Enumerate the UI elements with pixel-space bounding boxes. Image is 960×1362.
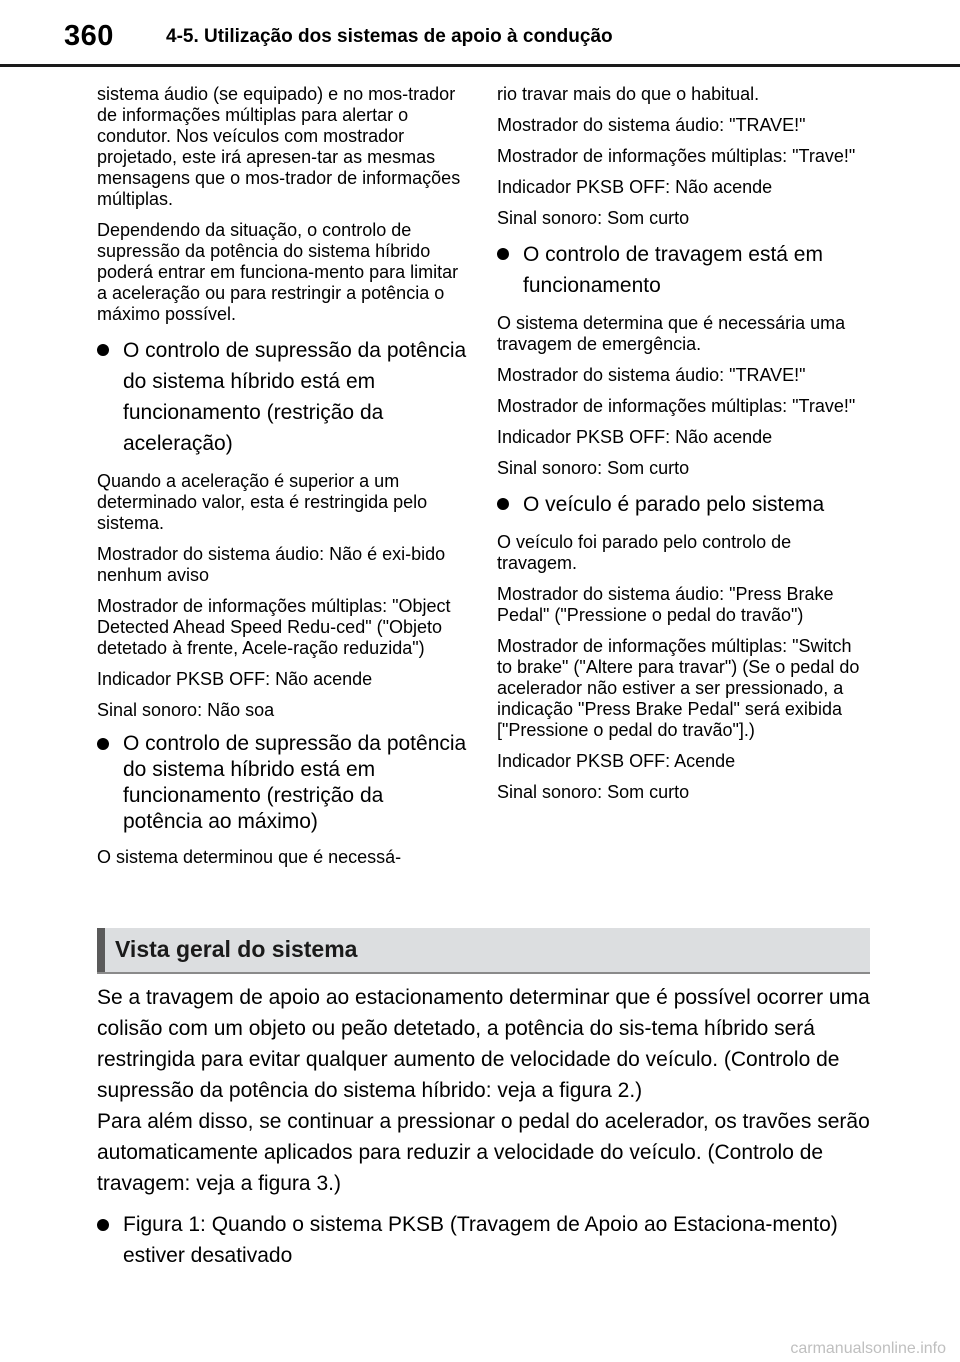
- paragraph: Indicador PKSB OFF: Não acende: [497, 177, 773, 197]
- bullet-text: Figura 1: Quando o sistema PKSB (Travagem de Apoio ao Estaciona-mento) estiver desativado: [123, 1213, 838, 1267]
- paragraph: Indicador PKSB OFF: Não acende: [97, 669, 373, 689]
- header-divider: [0, 64, 960, 67]
- watermark: carmanualsonline.info: [790, 1340, 946, 1357]
- paragraph: Quando a aceleração é superior a um determinado valor, esta é restringida pelo sistema.: [97, 471, 428, 533]
- paragraph: Indicador PKSB OFF: Acende: [497, 751, 736, 771]
- paragraph: O sistema determina que é necessária uma travagem de emergência.: [497, 313, 846, 354]
- paragraph: Mostrador do sistema áudio: "TRAVE!": [497, 365, 806, 385]
- paragraph: Mostrador do sistema áudio: "Press Brake Pedal" ("Pressione o pedal do travão"): [497, 584, 834, 625]
- bullet-heading: [497, 489, 867, 520]
- paragraph: Para além disso, se continuar a pressionar o pedal do acelerador, os travões serão automaticamente aplicados para reduzir a velocidade do veículo. (Controlo de travagem: veja a figura 3.): [97, 1110, 870, 1195]
- page-number: 360: [64, 20, 114, 52]
- bullet-dot-icon: [97, 738, 109, 750]
- bullet-dot-icon: [97, 344, 109, 356]
- paragraph: Sinal sonoro: Som curto: [497, 208, 690, 228]
- paragraph: Mostrador do sistema áudio: "TRAVE!": [497, 115, 806, 135]
- paragraph: Mostrador de informações múltiplas: "Object Detected Ahead Speed Redu-ced" ("Objeto detetado à frente, Acele-ração reduzida"): [97, 596, 451, 658]
- section-body: [97, 982, 870, 1283]
- bullet-heading: [97, 731, 467, 835]
- paragraph: Sinal sonoro: Som curto: [497, 458, 690, 478]
- bullet-heading: [97, 1209, 870, 1271]
- paragraph: Indicador PKSB OFF: Não acende: [497, 427, 773, 447]
- paragraph: Mostrador de informações múltiplas: "Trave!": [497, 396, 856, 416]
- bullet-text: O controlo de supressão da potência do sistema híbrido está em funcionamento (restrição da aceleração): [123, 339, 467, 455]
- bullet-dot-icon: [97, 1219, 109, 1231]
- paragraph: Mostrador de informações múltiplas: "Trave!": [497, 146, 856, 166]
- paragraph: Dependendo da situação, o controlo de supressão da potência do sistema híbrido poderá entrar em funciona-mento para limitar a aceleração ou para restringir a potência o máximo possível.: [97, 220, 459, 324]
- bullet-heading: [97, 335, 467, 459]
- bullet-text: O controlo de travagem está em funcionamento: [523, 243, 823, 297]
- bullet-dot-icon: [497, 248, 509, 260]
- left-column: [97, 84, 467, 878]
- section-title: Vista geral do sistema: [115, 936, 358, 962]
- chapter-title: 4-5. Utilização dos sistemas de apoio à condução: [166, 26, 613, 47]
- section-heading-bar: [97, 928, 870, 974]
- right-column: [497, 84, 867, 813]
- bullet-dot-icon: [497, 498, 509, 510]
- paragraph: rio travar mais do que o habitual.: [497, 84, 760, 104]
- bullet-text: O controlo de supressão da potência do sistema híbrido está em funcionamento (restrição da potência ao máximo): [123, 732, 467, 833]
- bullet-text: O veículo é parado pelo sistema: [523, 493, 825, 516]
- paragraph: Mostrador do sistema áudio: Não é exi-bido nenhum aviso: [97, 544, 446, 585]
- paragraph: Sinal sonoro: Não soa: [97, 700, 275, 720]
- bullet-heading: [497, 239, 867, 301]
- paragraph: sistema áudio (se equipado) e no mos-trador de informações múltiplas para alertar o condutor. Nos veículos com mostrador projetado, este irá apresen-tar as mesmas mensagens que o mos-trador de informações múltiplas.: [97, 84, 461, 209]
- paragraph: Se a travagem de apoio ao estacionamento determinar que é possível ocorrer uma colisão com um objeto ou peão detetado, a potência do sis-tema híbrido será restringida para evitar qualquer aumento de velocidade do veículo. (Controlo de supressão da potência do sistema híbrido: veja a figura 2.): [97, 986, 870, 1102]
- page-header: [0, 0, 960, 64]
- section-accent: [97, 928, 105, 972]
- paragraph: Sinal sonoro: Som curto: [497, 782, 690, 802]
- paragraph: Mostrador de informações múltiplas: "Switch to brake" ("Altere para travar") (Se o pedal do acelerador não estiver a ser pressionado, a indicação "Press Brake Pedal" será exibida ["Pressione o pedal do travão"].): [497, 636, 860, 740]
- paragraph: O veículo foi parado pelo controlo de travagem.: [497, 532, 792, 573]
- paragraph: O sistema determinou que é necessá-: [97, 847, 402, 867]
